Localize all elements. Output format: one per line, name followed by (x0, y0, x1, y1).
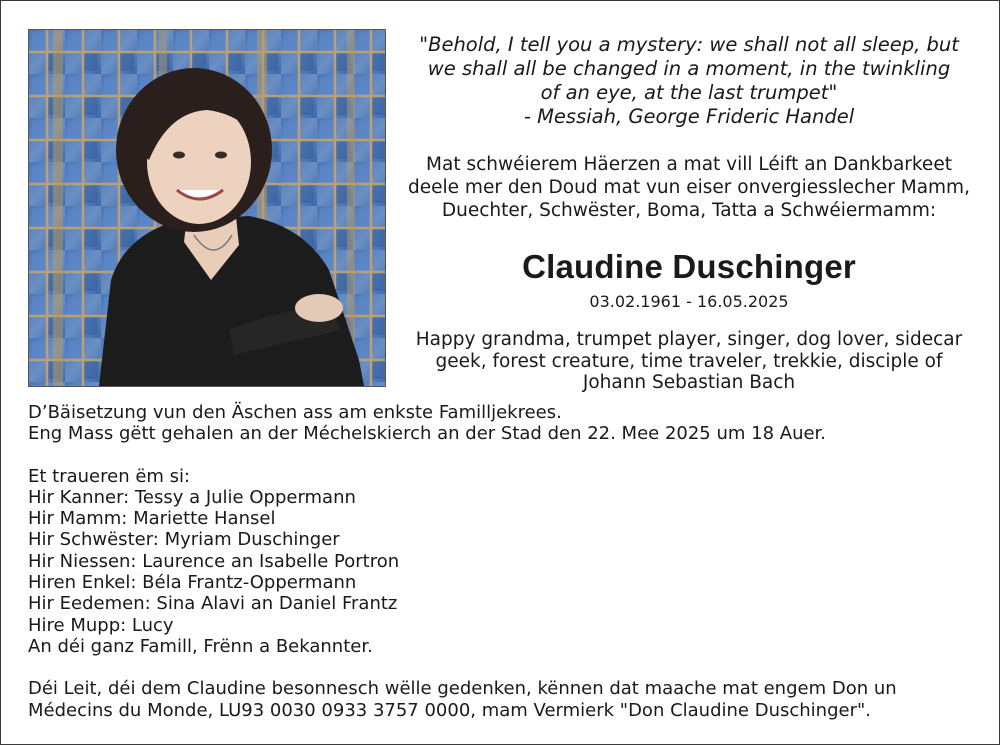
mourner-line: An déi ganz Famill, Frënn a Bekannter. (28, 635, 373, 657)
spacer (28, 445, 988, 466)
deceased-name: Claudine Duschinger (522, 248, 856, 285)
mourners-heading: Et traueren ëm si: (28, 465, 191, 487)
mourner-line: Hire Mupp: Lucy (28, 614, 174, 636)
ceremony-line: Eng Mass gëtt gehalen an der Méchelskierch an der Stad den 22. Mee 2025 um 18 Auer. (28, 423, 827, 445)
intro-line: Duechter, Schwëster, Boma, Tatta a Schwéiermamm: (441, 200, 937, 221)
announcement-intro (387, 153, 991, 222)
mourner-line: Hir Eedemen: Sina Alavi an Daniel Frantz (28, 593, 398, 615)
quote-line: "Behold, I tell you a mystery: we shall not all sleep, but (419, 33, 959, 56)
messiah-quote (387, 33, 991, 129)
intro-line: deele mer den Doud mat vun eiser onvergiesslecher Mamm, (408, 177, 970, 198)
mourner-line: Hir Schwëster: Myriam Duschinger (28, 529, 340, 551)
notice-body (28, 402, 988, 721)
description-line: Happy grandma, trumpet player, singer, dog lover, sidecar (415, 329, 963, 350)
quote-line: we shall all be changed in a moment, in the twinkling (427, 57, 951, 80)
portrait-photo (28, 29, 386, 387)
quote-line: of an eye, at the last trumpet" (540, 81, 838, 104)
mourner-line: Hir Kanner: Tessy a Julie Oppermann (28, 486, 356, 508)
header-text (387, 33, 991, 394)
personal-description (387, 329, 991, 394)
life-dates: 03.02.1961 - 16.05.2025 (589, 292, 789, 311)
intro-line: Mat schwéierem Häerzen a mat vill Léift an Dankbarkeet (426, 154, 952, 175)
mourner-line: Hiren Enkel: Béla Frantz-Oppermann (28, 572, 357, 594)
quote-attribution: - Messiah, George Frideric Handel (523, 105, 855, 128)
spacer (28, 657, 988, 678)
description-line: geek, forest creature, time traveler, trekkie, disciple of (435, 350, 943, 372)
mourner-line: Hir Mamm: Mariette Hansel (28, 508, 276, 530)
donation-line: Déi Leit, déi dem Claudine besonnesch wëlle gedenken, kënnen dat maache mat engem Don un (28, 678, 897, 700)
description-line: Johann Sebastian Bach (582, 372, 796, 393)
donation-line: Médecins du Monde, LU93 0030 0933 3757 0000, mam Vermierk "Don Claudine Duschinger". (28, 699, 871, 721)
mourner-line: Hir Niessen: Laurence an Isabelle Portron (28, 550, 400, 572)
ceremony-line: D’Bäisetzung vun den Äschen ass am enkste Familljekrees. (28, 402, 562, 423)
portrait-photo-icon (29, 30, 385, 386)
